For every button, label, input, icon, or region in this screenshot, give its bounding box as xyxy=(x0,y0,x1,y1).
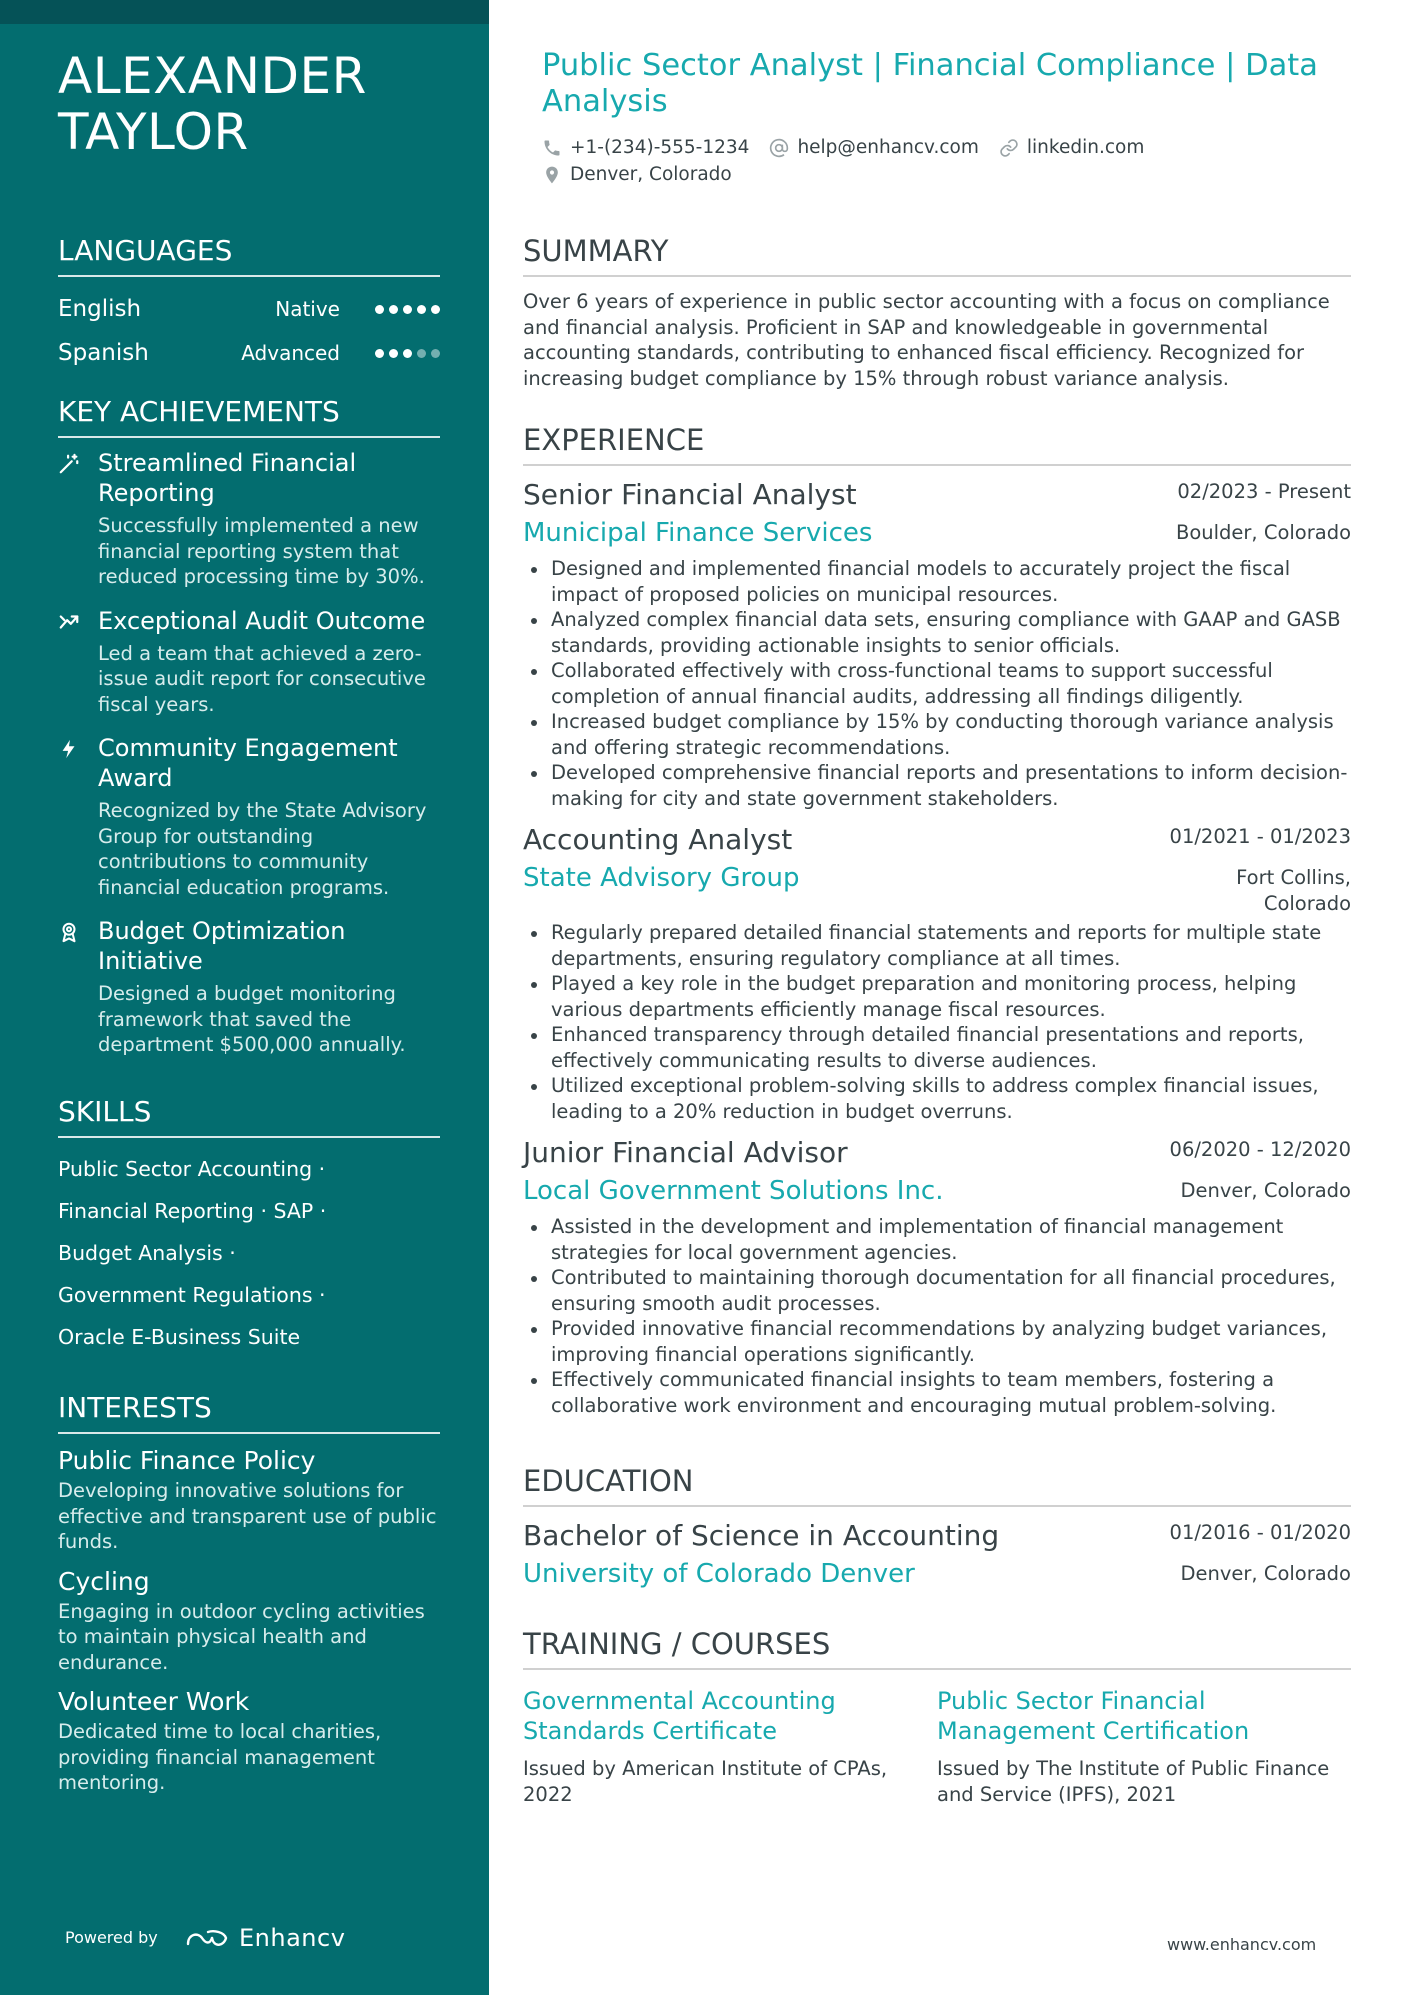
language-name: Spanish xyxy=(58,340,149,366)
interests-title: INTERESTS xyxy=(58,1389,440,1434)
enhancv-logo-icon xyxy=(184,1926,230,1950)
course-item xyxy=(523,1686,937,1808)
language-level: Advanced xyxy=(241,341,340,365)
contact-row xyxy=(542,137,1164,158)
achievements-title: KEY ACHIEVEMENTS xyxy=(58,393,440,438)
language-level: Native xyxy=(275,297,340,321)
course-title: Governmental Accounting Standards Certificate xyxy=(523,1687,836,1745)
language-rating xyxy=(370,349,440,358)
achievement-title: Budget Optimization Initiative xyxy=(98,917,346,975)
rating-dot-filled xyxy=(375,349,384,358)
achievement-description: Designed a budget monitoring framework that saved the department $500,000 annually. xyxy=(98,982,406,1056)
magic-wand-icon xyxy=(58,448,98,590)
bullet-item: Utilized exceptional problem-solving skills to address complex financial issues, leading to a 20% reduction in budget overruns. xyxy=(523,1073,1351,1124)
candidate-name: ALEXANDER TAYLOR xyxy=(58,47,367,161)
bullet-item: Played a key role in the budget preparation and monitoring process, helping various departments efficiently manage fiscal resources. xyxy=(523,971,1351,1022)
interest-title: Volunteer Work xyxy=(58,1687,250,1716)
achievements-section xyxy=(58,393,440,1074)
trend-up-icon xyxy=(58,606,98,718)
job-company: Municipal Finance Services xyxy=(523,518,873,548)
job-bullets xyxy=(523,556,1351,811)
languages-section xyxy=(58,232,440,375)
email-text: help@enhancv.com xyxy=(797,137,979,158)
bullet-item: Developed comprehensive financial reports and presentations to inform decision-making for city and state government stakeholders. xyxy=(523,760,1351,811)
job-title: Senior Financial Analyst xyxy=(523,478,857,511)
enhancv-logo[interactable] xyxy=(184,1924,345,1952)
rating-dot-filled xyxy=(403,349,412,358)
experience-title: EXPERIENCE xyxy=(523,421,1351,466)
rating-dot-empty xyxy=(431,349,440,358)
experience-section xyxy=(523,421,1351,1418)
job-entry xyxy=(523,821,1351,1124)
bullet-item: Regularly prepared detailed financial statements and reports for multiple state departments, ensuring regulatory compliance at all times. xyxy=(523,920,1351,971)
job-title: Accounting Analyst xyxy=(523,823,793,856)
skills-section xyxy=(58,1093,440,1358)
course-title: Public Sector Financial Management Certification xyxy=(937,1687,1250,1745)
contact-email[interactable] xyxy=(769,137,978,158)
sidebar xyxy=(0,0,489,1995)
rating-dot-filled xyxy=(389,305,398,314)
footer-url[interactable]: www.enhancv.com xyxy=(1167,1935,1317,1954)
language-rating xyxy=(370,305,440,314)
languages-title: LANGUAGES xyxy=(58,232,440,277)
achievement-item xyxy=(58,606,440,718)
powered-by-label: Powered by xyxy=(65,1928,158,1947)
bullet-item: Analyzed complex financial data sets, ensuring compliance with GAAP and GASB standards, providing actionable insights to senior officials. xyxy=(523,607,1351,658)
rating-dot-filled xyxy=(389,349,398,358)
training-title: TRAINING / COURSES xyxy=(523,1625,1351,1670)
rating-dot-filled xyxy=(417,305,426,314)
skill-line: Oracle E-Business Suite xyxy=(58,1325,301,1349)
skills-title: SKILLS xyxy=(58,1093,440,1138)
achievement-description: Successfully implemented a new financial reporting system that reduced processing time by 30%. xyxy=(98,514,425,588)
job-company: State Advisory Group xyxy=(523,863,800,893)
contact-location xyxy=(542,164,732,185)
job-bullets xyxy=(523,920,1351,1124)
bullet-item: Contributed to maintaining thorough documentation for all financial procedures, ensuring smooth audit processes. xyxy=(523,1265,1351,1316)
language-row xyxy=(58,331,440,375)
achievement-item xyxy=(58,448,440,590)
phone-text: +1-(234)-555-1234 xyxy=(570,137,750,158)
course-description: Issued by The Institute of Public Finance and Service (IPFS), 2021 xyxy=(937,1757,1330,1806)
job-bullets xyxy=(523,1214,1351,1418)
bullet-item: Assisted in the development and implementation of financial management strategies for local government agencies. xyxy=(523,1214,1351,1265)
contact-phone[interactable] xyxy=(542,137,749,158)
summary-text: Over 6 years of experience in public sector accounting with a focus on compliance and financial analysis. Proficient in SAP and knowledgeable in governmental accounting standards, contributing to enhanced fiscal efficiency. Recognized for increasing budget compliance by 15% through robust variance analysis. xyxy=(523,290,1330,390)
training-section xyxy=(523,1625,1351,1808)
location-pin-icon xyxy=(542,165,562,185)
skill-line: Financial Reporting · SAP · xyxy=(58,1199,327,1223)
bullet-item: Increased budget compliance by 15% by conducting thorough variance analysis and offering strategic recommendations. xyxy=(523,709,1351,760)
achievement-item xyxy=(58,733,440,900)
achievement-item xyxy=(58,916,440,1058)
skill-line: Budget Analysis · xyxy=(58,1241,236,1265)
job-location: Fort Collins, Colorado xyxy=(1236,866,1351,915)
education-dates: 01/2016 - 01/2020 xyxy=(1169,1521,1351,1544)
job-entry xyxy=(523,476,1351,811)
achievement-title: Exceptional Audit Outcome xyxy=(98,606,426,635)
degree-title: Bachelor of Science in Accounting xyxy=(523,1519,1000,1552)
main-column xyxy=(489,0,1410,1995)
interests-section xyxy=(58,1389,440,1806)
course-item xyxy=(937,1686,1351,1808)
language-row xyxy=(58,287,440,331)
education-title: EDUCATION xyxy=(523,1462,1351,1507)
phone-icon xyxy=(542,138,562,158)
rating-dot-filled xyxy=(403,305,412,314)
bullet-item: Enhanced transparency through detailed financial presentations and reports, effectively communicating results to diverse audiences. xyxy=(523,1022,1351,1073)
job-dates: 02/2023 - Present xyxy=(1177,480,1351,503)
rating-dot-filled xyxy=(431,305,440,314)
lightning-icon xyxy=(58,733,98,900)
job-company: Local Government Solutions Inc. xyxy=(523,1176,944,1206)
interest-description: Developing innovative solutions for effective and transparent use of public funds. xyxy=(58,1479,437,1553)
interest-title: Cycling xyxy=(58,1566,150,1596)
at-sign-icon xyxy=(769,138,789,158)
interest-title: Public Finance Policy xyxy=(58,1446,316,1475)
interest-description: Engaging in outdoor cycling activities to maintain physical health and endurance. xyxy=(58,1599,425,1674)
link-icon xyxy=(999,138,1019,158)
linkedin-text: linkedin.com xyxy=(1026,137,1145,158)
bullet-item: Provided innovative financial recommendations by analyzing budget variances, improving financial operations significantly. xyxy=(523,1316,1351,1367)
summary-title: SUMMARY xyxy=(523,232,1351,277)
school-name: University of Colorado Denver xyxy=(523,1559,915,1589)
job-location: Boulder, Colorado xyxy=(1175,521,1351,544)
contact-linkedin[interactable] xyxy=(999,137,1144,158)
bullet-item: Effectively communicated financial insights to team members, fostering a collaborative work environment and encouraging mutual problem-solving. xyxy=(523,1367,1351,1418)
sidebar-top-bar xyxy=(0,0,489,24)
achievement-description: Led a team that achieved a zero-issue audit report for consecutive fiscal years. xyxy=(98,641,426,716)
education-section xyxy=(523,1462,1351,1593)
achievement-title: Community Engagement Award xyxy=(98,734,398,792)
award-ribbon-icon xyxy=(58,916,98,1058)
interest-description: Dedicated time to local charities, providing financial management mentoring. xyxy=(58,1720,382,1794)
summary-section xyxy=(523,232,1351,391)
rating-dot-empty xyxy=(417,349,426,358)
course-description: Issued by American Institute of CPAs, 2022 xyxy=(523,1757,888,1806)
contact-row-location xyxy=(542,164,752,185)
education-location: Denver, Colorado xyxy=(1180,1562,1351,1585)
skill-line: Government Regulations · xyxy=(58,1283,326,1307)
job-title: Junior Financial Advisor xyxy=(523,1136,848,1169)
job-entry xyxy=(523,1134,1351,1418)
location-text: Denver, Colorado xyxy=(570,164,732,185)
job-dates: 06/2020 - 12/2020 xyxy=(1169,1138,1351,1161)
bullet-item: Designed and implemented financial models to accurately project the fiscal impact of proposed policies on municipal resources. xyxy=(523,556,1351,607)
achievement-description: Recognized by the State Advisory Group for outstanding contributions to community financial education programs. xyxy=(98,799,427,899)
enhancv-brand-name: Enhancv xyxy=(239,1924,346,1952)
skill-line: Public Sector Accounting · xyxy=(58,1157,326,1181)
language-name: English xyxy=(58,296,142,322)
bullet-item: Collaborated effectively with cross-functional teams to support successful completion of annual financial audits, addressing all findings diligently. xyxy=(523,658,1351,709)
job-dates: 01/2021 - 01/2023 xyxy=(1169,825,1351,848)
job-location: Denver, Colorado xyxy=(1180,1179,1351,1202)
headline: Public Sector Analyst | Financial Compliance | Data Analysis xyxy=(542,48,1318,119)
rating-dot-filled xyxy=(375,305,384,314)
achievement-title: Streamlined Financial Reporting xyxy=(98,449,357,507)
